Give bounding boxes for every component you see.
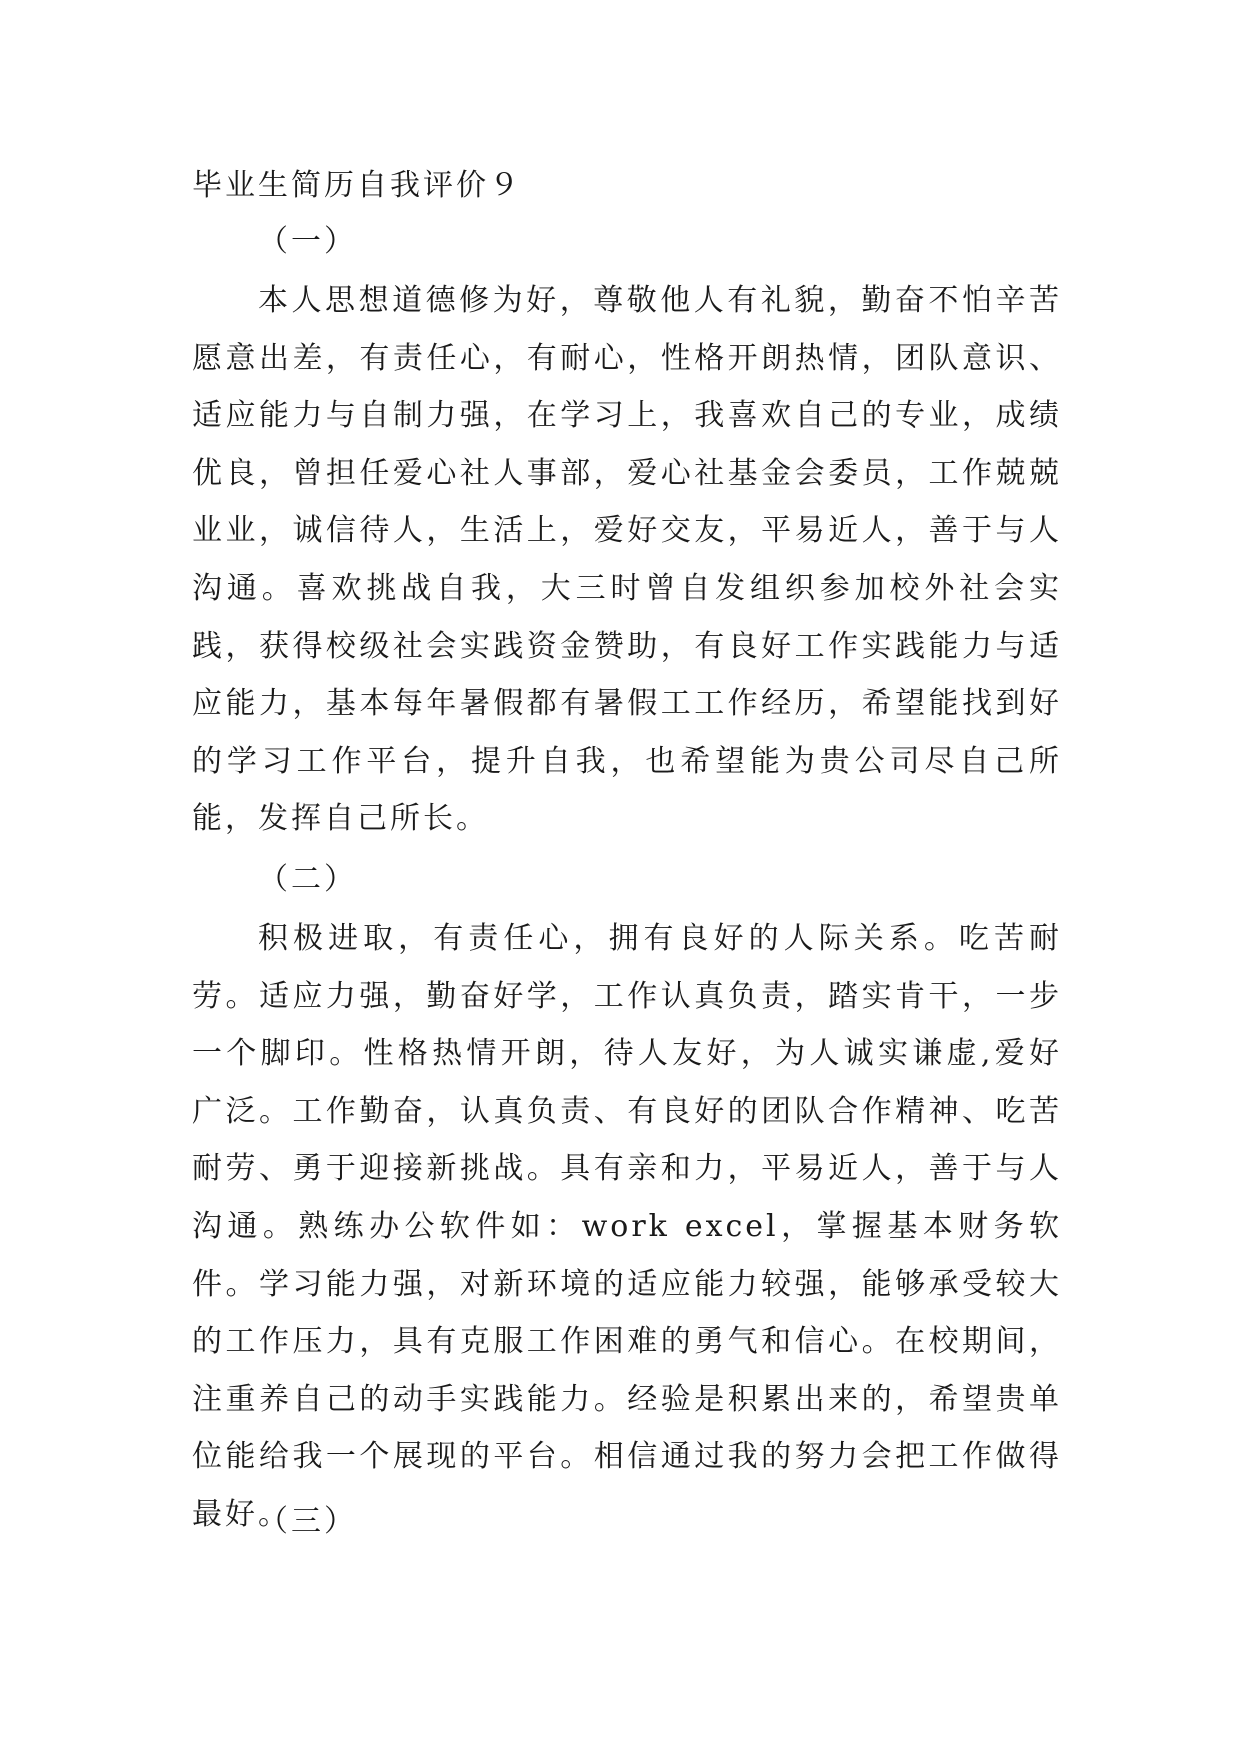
section-heading-3: （三）	[258, 1504, 357, 1539]
section-paragraph-2: 积极进取，有责任心，拥有良好的人际关系。吃苦耐劳。适应力强，勤奋好学，工作认真负责，踏实肯干，一步一个脚印。性格热情开朗，待人友好，为人诚实谦虚,爱好广泛。工作勤奋，认真负责、有良好的团队合作精神、吃苦耐劳、勇于迎接新挑战。具有亲和力，平易近人，善于与人沟通。熟练办公软件如：work excel，掌握基本财务软件。学习能力强，对新环境的适应能力较强，能够承受较大的工作压力，具有克服工作困难的勇气和信心。在校期间，注重养自己的动手实践能力。经验是积累出来的，希望贵单位能给我一个展现的平台。相信通过我的努力会把工作做得最好。	[192, 921, 1062, 1532]
section-heading-1: （一）	[258, 224, 357, 259]
document-title: 毕业生简历自我评价９	[192, 168, 522, 203]
section-paragraph-1: 本人思想道德修为好，尊敬他人有礼貌，勤奋不怕辛苦愿意出差，有责任心，有耐心，性格开朗热情，团队意识、适应能力与自制力强，在学习上，我喜欢自己的专业，成绩优良，曾担任爱心社人事部，爱心社基金会委员，工作兢兢业业，诚信待人，生活上，爱好交友，平易近人，善于与人沟通。喜欢挑战自我，大三时曾自发组织参加校外社会实践，获得校级社会实践资金赞助，有良好工作实践能力与适应能力，基本每年暑假都有暑假工工作经历，希望能找到好的学习工作平台，提升自我，也希望能为贵公司尽自己所能，发挥自己所长。	[192, 283, 1062, 837]
section-heading-2: （二）	[258, 862, 357, 897]
